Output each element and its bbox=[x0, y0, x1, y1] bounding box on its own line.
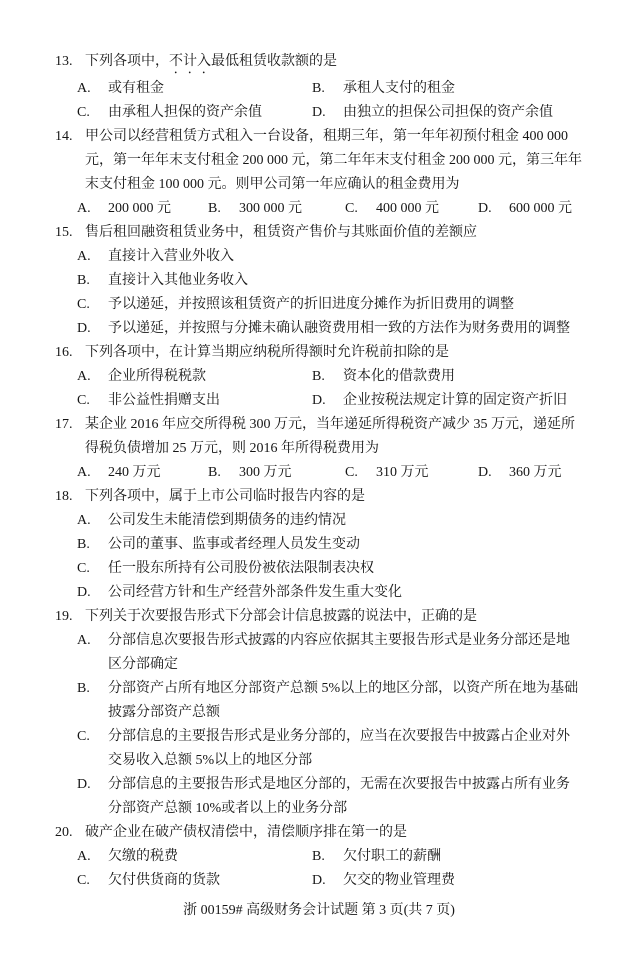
option-text: 资本化的借款费用 bbox=[343, 369, 455, 384]
option-a bbox=[77, 509, 583, 533]
stem-text-part: 某企业 2016 年应交所得税 300 万元，当年递延所得税资产减少 35 万元，递延所得税负债增加 25 万元，则 2016 年所得税费用为 bbox=[85, 417, 575, 456]
option-label: A. bbox=[77, 465, 91, 480]
stem-text-part: 下列各项中， bbox=[85, 54, 169, 69]
question-number: 14. bbox=[55, 129, 73, 144]
question bbox=[55, 413, 583, 485]
question bbox=[55, 821, 583, 893]
page-footer: 浙 00159# 高级财务会计试题 第 3 页(共 7 页) bbox=[183, 903, 455, 918]
option-d bbox=[77, 581, 583, 605]
question-stem bbox=[85, 125, 583, 197]
option-text: 公司发生未能清偿到期债务的违约情况 bbox=[108, 513, 346, 528]
option-c bbox=[77, 293, 583, 317]
options-list bbox=[77, 461, 583, 485]
question-number: 16. bbox=[55, 345, 73, 360]
option-b bbox=[208, 461, 345, 485]
option-c bbox=[77, 869, 312, 893]
option-c bbox=[77, 557, 583, 581]
question-stem bbox=[85, 341, 583, 365]
question-number: 18. bbox=[55, 489, 73, 504]
option-text: 予以递延，并按照该租赁资产的折旧进度分摊作为折旧费用的调整 bbox=[108, 297, 514, 312]
question bbox=[55, 485, 583, 605]
question-stem bbox=[85, 821, 583, 845]
option-a bbox=[77, 461, 208, 485]
option-label: B. bbox=[312, 369, 325, 384]
option-b bbox=[312, 845, 583, 869]
option-c bbox=[345, 197, 478, 221]
option-a bbox=[77, 197, 208, 221]
option-label: A. bbox=[77, 81, 91, 96]
question-number: 15. bbox=[55, 225, 73, 240]
option-a bbox=[77, 629, 583, 677]
option-b bbox=[77, 533, 583, 557]
option-label: D. bbox=[77, 585, 91, 600]
options-list bbox=[77, 509, 583, 605]
stem-text-part: 下列各项中，属于上市公司临时报告内容的是 bbox=[85, 489, 365, 504]
stem-text-part: 最低租赁收款额的是 bbox=[211, 54, 337, 69]
option-text: 由承租人担保的资产余值 bbox=[108, 105, 262, 120]
option-text: 欠交的物业管理费 bbox=[343, 873, 455, 888]
option-text: 公司的董事、监事或者经理人员发生变动 bbox=[108, 537, 360, 552]
option-label: C. bbox=[77, 873, 90, 888]
option-c bbox=[77, 389, 312, 413]
option-label: C. bbox=[77, 297, 90, 312]
option-text: 200 000 元 bbox=[108, 201, 171, 216]
question-stem bbox=[85, 50, 583, 77]
option-text: 由独立的担保公司担保的资产余值 bbox=[343, 105, 553, 120]
option-text: 400 000 元 bbox=[376, 201, 439, 216]
question-stem bbox=[85, 413, 583, 461]
question-list bbox=[55, 50, 583, 893]
option-label: A. bbox=[77, 633, 91, 648]
stem-text-part: 下列关于次要报告形式下分部会计信息披露的说法中，正确的是 bbox=[85, 609, 477, 624]
question-stem bbox=[85, 605, 583, 629]
option-text: 公司经营方针和生产经营外部条件发生重大变化 bbox=[108, 585, 402, 600]
option-label: C. bbox=[77, 393, 90, 408]
option-label: A. bbox=[77, 369, 91, 384]
question bbox=[55, 341, 583, 413]
option-text: 310 万元 bbox=[376, 465, 429, 480]
stem-text-part: 破产企业在破产债权清偿中，清偿顺序排在第一的是 bbox=[85, 825, 407, 840]
option-label: D. bbox=[312, 873, 326, 888]
stem-text-part: 甲公司以经营租赁方式租入一台设备，租期三年，第一年年初预付租金 400 000 元，第一年年末支付租金 200 000 元，第二年年末支付租金 200 000 元，第三年年末支付租金 100 000 元。则甲公司第一年应确认的租金费用为 bbox=[85, 129, 582, 192]
options-list bbox=[77, 629, 583, 821]
question-number: 13. bbox=[55, 54, 73, 69]
option-label: D. bbox=[312, 393, 326, 408]
option-a bbox=[77, 365, 312, 389]
option-d bbox=[312, 101, 583, 125]
option-c bbox=[77, 725, 583, 773]
option-label: B. bbox=[312, 849, 325, 864]
option-text: 分部信息的主要报告形式是地区分部的，无需在次要报告中披露占所有业务分部资产总额 10%或者以上的业务分部 bbox=[108, 777, 570, 816]
option-label: D. bbox=[312, 105, 326, 120]
option-a bbox=[77, 245, 583, 269]
option-text: 分部资产占所有地区分部资产总额 5%以上的地区分部，以资产所在地为基础披露分部资产总额 bbox=[108, 681, 579, 720]
option-label: D. bbox=[77, 777, 91, 792]
option-d bbox=[478, 461, 583, 485]
option-label: C. bbox=[345, 465, 358, 480]
option-text: 300 000 元 bbox=[239, 201, 302, 216]
option-a bbox=[77, 77, 312, 101]
options-list bbox=[77, 197, 583, 221]
option-label: B. bbox=[208, 465, 221, 480]
options-list bbox=[77, 845, 583, 893]
option-c bbox=[77, 101, 312, 125]
question-number: 17. bbox=[55, 417, 73, 432]
option-text: 企业所得税税款 bbox=[108, 369, 206, 384]
option-text: 欠付供货商的货款 bbox=[108, 873, 220, 888]
option-text: 240 万元 bbox=[108, 465, 161, 480]
option-text: 分部信息的主要报告形式是业务分部的，应当在次要报告中披露占企业对外交易收入总额 5%以上的地区分部 bbox=[108, 729, 570, 768]
option-text: 企业按税法规定计算的固定资产折旧 bbox=[343, 393, 567, 408]
option-label: C. bbox=[345, 201, 358, 216]
option-text: 承租人支付的租金 bbox=[343, 81, 455, 96]
option-text: 予以递延，并按照与分摊未确认融资费用相一致的方法作为财务费用的调整 bbox=[108, 321, 570, 336]
option-d bbox=[77, 773, 583, 821]
stem-text-part: 下列各项中，在计算当期应纳税所得额时允许税前扣除的是 bbox=[85, 345, 449, 360]
question-number: 20. bbox=[55, 825, 73, 840]
option-text: 分部信息次要报告形式披露的内容应依据其主要报告形式是业务分部还是地区分部确定 bbox=[108, 633, 570, 672]
question bbox=[55, 605, 583, 821]
option-text: 600 000 元 bbox=[509, 201, 572, 216]
options-list bbox=[77, 77, 583, 125]
option-d bbox=[77, 317, 583, 341]
option-label: B. bbox=[312, 81, 325, 96]
question bbox=[55, 50, 583, 125]
options-list bbox=[77, 365, 583, 413]
option-text: 直接计入其他业务收入 bbox=[108, 273, 248, 288]
option-label: A. bbox=[77, 513, 91, 528]
option-b bbox=[77, 269, 583, 293]
option-label: B. bbox=[77, 537, 90, 552]
option-text: 360 万元 bbox=[509, 465, 562, 480]
option-text: 任一股东所持有公司股份被依法限制表决权 bbox=[108, 561, 374, 576]
option-label: A. bbox=[77, 849, 91, 864]
option-label: C. bbox=[77, 561, 90, 576]
option-b bbox=[77, 677, 583, 725]
question bbox=[55, 221, 583, 341]
option-text: 或有租金 bbox=[108, 81, 164, 96]
option-b bbox=[312, 365, 583, 389]
option-d bbox=[478, 197, 583, 221]
question bbox=[55, 125, 583, 221]
question-stem bbox=[85, 485, 583, 509]
option-label: C. bbox=[77, 729, 90, 744]
option-text: 300 万元 bbox=[239, 465, 292, 480]
option-b bbox=[312, 77, 583, 101]
option-label: D. bbox=[478, 201, 492, 216]
option-label: D. bbox=[478, 465, 492, 480]
question-stem bbox=[85, 221, 583, 245]
option-label: B. bbox=[77, 273, 90, 288]
option-label: A. bbox=[77, 249, 91, 264]
option-label: D. bbox=[77, 321, 91, 336]
option-b bbox=[208, 197, 345, 221]
option-label: A. bbox=[77, 201, 91, 216]
option-label: C. bbox=[77, 105, 90, 120]
option-a bbox=[77, 845, 312, 869]
option-c bbox=[345, 461, 478, 485]
emphasized-text: 不计入 bbox=[169, 54, 211, 69]
stem-text-part: 售后租回融资租赁业务中，租赁资产售价与其账面价值的差额应 bbox=[85, 225, 477, 240]
option-text: 非公益性捐赠支出 bbox=[108, 393, 220, 408]
option-d bbox=[312, 389, 583, 413]
question-number: 19. bbox=[55, 609, 73, 624]
option-d bbox=[312, 869, 583, 893]
option-text: 欠付职工的薪酬 bbox=[343, 849, 441, 864]
option-text: 直接计入营业外收入 bbox=[108, 249, 234, 264]
option-label: B. bbox=[208, 201, 221, 216]
option-text: 欠缴的税费 bbox=[108, 849, 178, 864]
option-label: B. bbox=[77, 681, 90, 696]
options-list bbox=[77, 245, 583, 341]
